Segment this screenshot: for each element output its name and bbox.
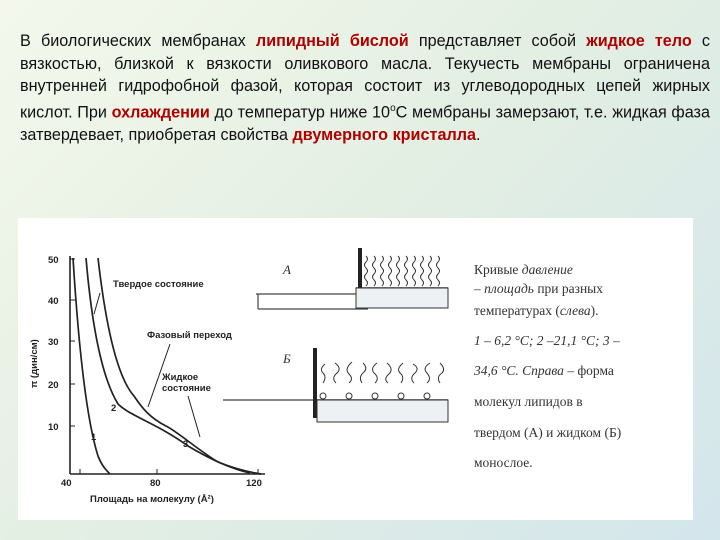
svg-text:твердом (А) и жидком (Б): твердом (А) и жидком (Б) bbox=[474, 425, 622, 440]
highlight-term: двумерного кристалла bbox=[292, 125, 477, 144]
diagram-b-liquid-monolayer bbox=[313, 348, 448, 422]
figure-svg bbox=[18, 218, 693, 520]
annotation-liquid-1: Жидкое bbox=[162, 372, 199, 383]
body-paragraph bbox=[20, 30, 710, 146]
svg-text:температурах (слева).: температурах (слева). bbox=[474, 303, 599, 318]
x-tick-120: 120 bbox=[246, 478, 262, 489]
y-tick-40: 40 bbox=[48, 296, 59, 307]
svg-text:монослое.: монослое. bbox=[474, 455, 533, 470]
curve-2 bbox=[86, 258, 250, 473]
svg-text:34,6 °C. Справа – форма: 34,6 °C. Справа – форма bbox=[474, 363, 614, 378]
curve-label-1: 1 bbox=[91, 432, 97, 443]
svg-text:– площадь при разных: – площадь при разных bbox=[474, 281, 604, 296]
label-b: Б bbox=[283, 351, 291, 366]
x-tick-40: 40 bbox=[61, 478, 72, 489]
annotation-phase: Фазовый переход bbox=[147, 330, 232, 341]
y-tick-10: 10 bbox=[48, 422, 59, 433]
highlight-term: охлаждении bbox=[111, 103, 210, 122]
curve-label-2: 2 bbox=[111, 403, 117, 414]
curve-3 bbox=[98, 258, 261, 474]
svg-text:Кривые давление: Кривые давление bbox=[474, 262, 573, 277]
figure-panel bbox=[18, 218, 693, 520]
x-tick-80: 80 bbox=[150, 478, 161, 489]
figure-caption bbox=[473, 262, 621, 470]
paragraph-text: представляет собой bbox=[408, 32, 587, 50]
paragraph-text: С мембраны замерзают, т.е. жидкая фаза затвердевает, приобретая свойства bbox=[20, 103, 710, 144]
x-axis-label: Площадь на молекулу (Å²) bbox=[90, 494, 214, 505]
y-tick-20: 20 bbox=[48, 380, 59, 391]
annotation-liquid-2: состояние bbox=[162, 383, 211, 394]
paragraph-text: В биологических мембранах bbox=[20, 32, 256, 50]
paragraph-text: . bbox=[476, 125, 481, 144]
paragraph-text: с вязкостью, близкой к вязкости оливкового масла. Текучесть мембраны ограничена внутренней гидрофобной фазой, которая состоит из углеводородных цепей жирных кислот. При bbox=[20, 32, 710, 122]
annotation-solid: Твердое состояние bbox=[113, 279, 204, 290]
label-a: А bbox=[283, 262, 291, 277]
curve-label-3: 3 bbox=[183, 439, 189, 450]
paragraph-text: до температур ниже 10 bbox=[209, 103, 391, 122]
diagram-a-solid-monolayer bbox=[356, 248, 448, 308]
svg-text:1 – 6,2 °C; 2 –21,1 °C; 3 –: 1 – 6,2 °C; 2 –21,1 °C; 3 – bbox=[474, 333, 620, 348]
highlight-term: жидкое тело bbox=[586, 32, 692, 50]
svg-text:молекул липидов в: молекул липидов в bbox=[474, 394, 583, 409]
highlight-term: липидный бислой bbox=[255, 32, 409, 50]
y-axis-label: π (дин/см) bbox=[29, 339, 40, 388]
paragraph-text: о bbox=[390, 102, 396, 114]
y-tick-30: 30 bbox=[48, 337, 59, 348]
y-tick-50: 50 bbox=[48, 255, 59, 266]
